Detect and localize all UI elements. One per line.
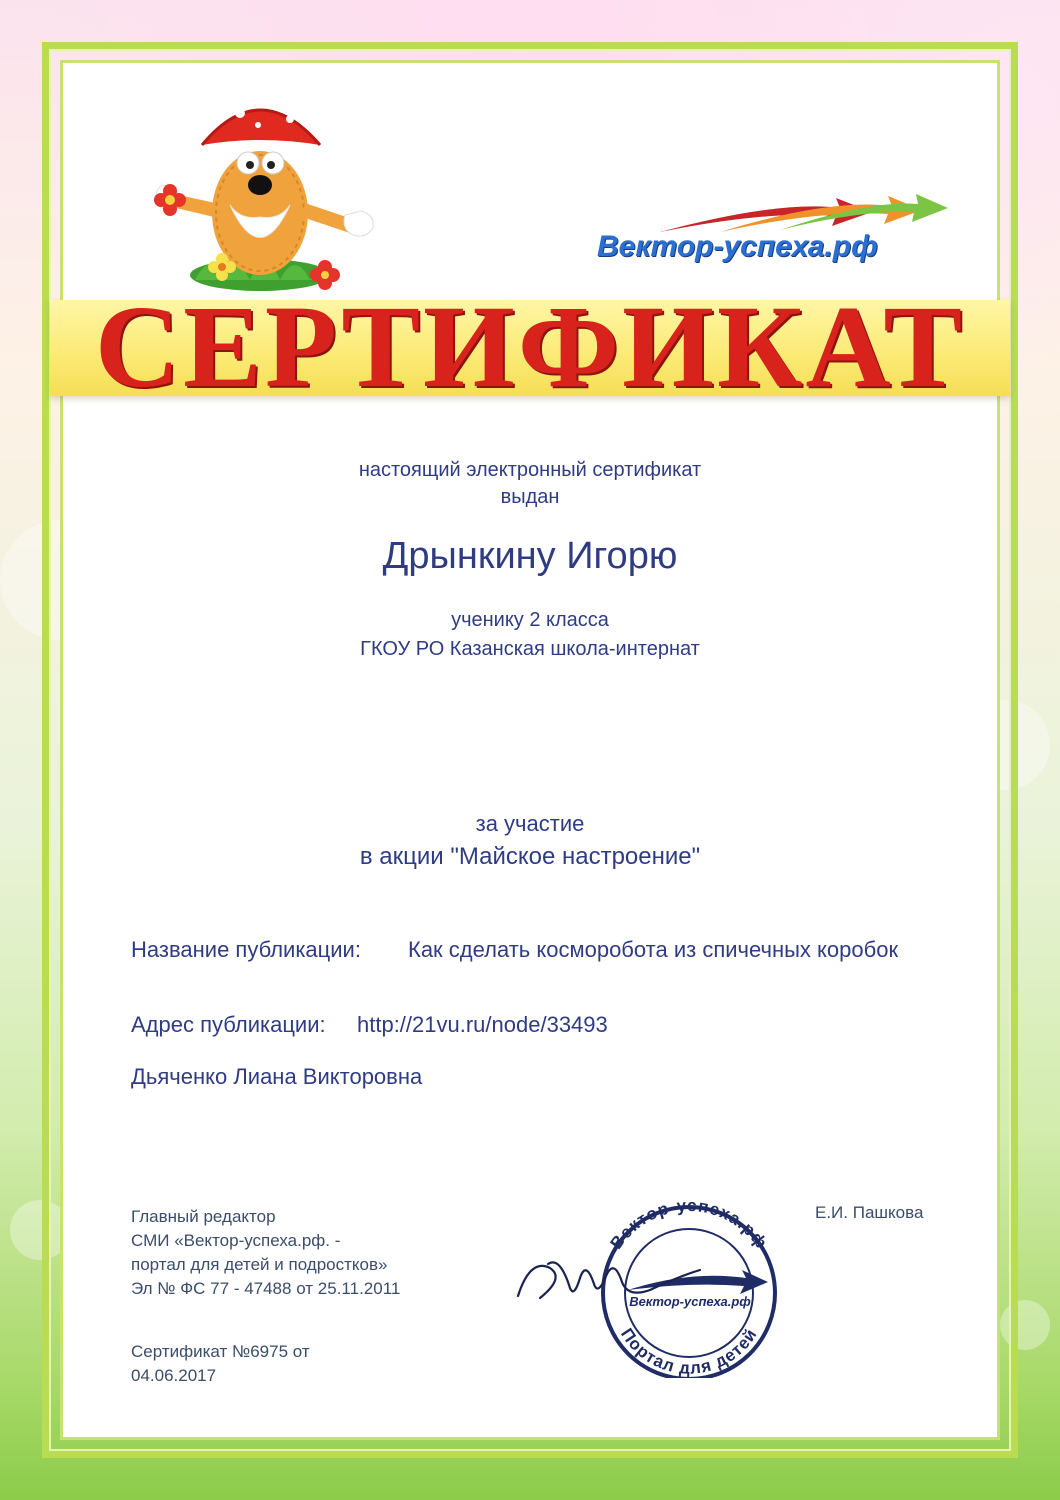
certificate-number-block bbox=[131, 1340, 310, 1388]
intro-line-2: выдан bbox=[500, 486, 560, 508]
editor-block bbox=[131, 1205, 400, 1301]
certificate-date: 04.06.2017 bbox=[131, 1366, 217, 1385]
signer-name: Е.И. Пашкова bbox=[815, 1203, 924, 1222]
certificate-number: Сертификат №6975 от bbox=[131, 1342, 310, 1361]
editor-line: Главный редактор bbox=[131, 1207, 276, 1226]
official-stamp-seal bbox=[510, 1198, 785, 1378]
publication-title: Как сделать косморобота из спичечных коробок bbox=[408, 937, 899, 962]
certificate-title: СЕРТИФИКАТ bbox=[94, 281, 966, 412]
svg-text:Вектор-успеха.рф bbox=[607, 1198, 772, 1253]
publication-address: http://21vu.ru/node/33493 bbox=[357, 1012, 608, 1037]
recipient-name: Дрынкину Игорю bbox=[382, 535, 678, 577]
reason-line-1: за участие bbox=[475, 811, 585, 836]
logo-text: Вектор-успеха.рф bbox=[597, 230, 878, 263]
stamp-top-text: Вектор-успеха.рф bbox=[606, 1198, 772, 1253]
editor-line: портал для детей и подростков» bbox=[131, 1255, 388, 1274]
stamp-center-text: Вектор-успеха.рф bbox=[629, 1294, 751, 1309]
teacher-name: Дьяченко Лиана Викторовна bbox=[131, 1064, 423, 1089]
stamp-bottom-text: Портал для детей bbox=[616, 1324, 761, 1378]
editor-line: Эл № ФС 77 - 47488 от 25.11.2011 bbox=[131, 1279, 401, 1298]
intro-line-1: настоящий электронный сертификат bbox=[358, 459, 702, 481]
reason-line-2: в акции "Майское настроение" bbox=[359, 843, 701, 870]
school-name: ГКОУ РО Казанская школа-интернат bbox=[360, 638, 700, 660]
mushroom-mascot-illustration bbox=[140, 85, 380, 300]
publication-address-label: Адрес публикации: bbox=[131, 1012, 326, 1037]
editor-line: СМИ «Вектор-успеха.рф. - bbox=[131, 1231, 341, 1250]
publication-title-label: Название публикации: bbox=[131, 937, 361, 962]
recipient-role: ученику 2 класса bbox=[451, 609, 609, 631]
